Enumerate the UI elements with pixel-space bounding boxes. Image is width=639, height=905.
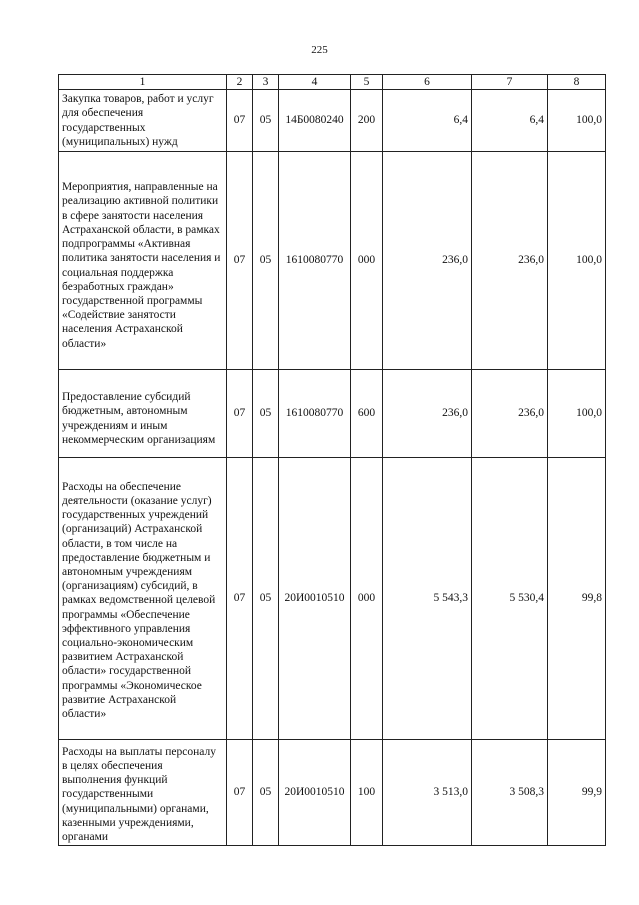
row-name-cell: Закупка товаров, работ и услуг для обеспечения государственных (муниципальных) нужд: [59, 90, 227, 152]
column-header: 7: [472, 75, 548, 90]
column-header: 3: [253, 75, 279, 90]
value-cell: 236,0: [383, 152, 472, 370]
value-cell: 5 543,3: [383, 458, 472, 740]
percent-cell: 100,0: [548, 90, 606, 152]
expense-type-cell: 000: [351, 152, 383, 370]
value-cell: 3 513,0: [383, 740, 472, 846]
column-header: 1: [59, 75, 227, 90]
table-row: [59, 370, 606, 458]
target-code-cell: 14Б0080240: [279, 90, 351, 152]
section-cell: 07: [227, 370, 253, 458]
column-header: 8: [548, 75, 606, 90]
row-name-cell: Расходы на обеспечение деятельности (оказание услуг) государственных учреждений (организаций) Астраханской области, в том числе на предоставление бюджетным и автономным учреждениям (организациям) субсидий, в рамках ведомственной целевой программы «Обеспечение эффективного управления социально-экономическим развитием Астраханской области» государственной программы «Экономическое развитие Астраханской области»: [59, 458, 227, 740]
subsection-cell: 05: [253, 152, 279, 370]
table-row: [59, 740, 606, 846]
header-row: [59, 75, 606, 90]
subsection-cell: 05: [253, 740, 279, 846]
percent-cell: 100,0: [548, 152, 606, 370]
section-cell: 07: [227, 458, 253, 740]
target-code-cell: 1610080770: [279, 370, 351, 458]
expense-type-cell: 200: [351, 90, 383, 152]
section-cell: 07: [227, 740, 253, 846]
row-name-cell: Мероприятия, направленные на реализацию активной политики в сфере занятости населения Астраханской области, в рамках подпрограммы «Активная политика занятости населения и социальная поддержка безработных граждан» государственной программы «Содействие занятости населения Астраханской области»: [59, 152, 227, 370]
column-header: 2: [227, 75, 253, 90]
value-cell: 3 508,3: [472, 740, 548, 846]
section-cell: 07: [227, 90, 253, 152]
subsection-cell: 05: [253, 458, 279, 740]
value-cell: 236,0: [472, 152, 548, 370]
percent-cell: 99,8: [548, 458, 606, 740]
expense-type-cell: 600: [351, 370, 383, 458]
value-cell: 5 530,4: [472, 458, 548, 740]
value-cell: 6,4: [383, 90, 472, 152]
table-row: [59, 152, 606, 370]
subsection-cell: 05: [253, 370, 279, 458]
value-cell: 236,0: [383, 370, 472, 458]
section-cell: 07: [227, 152, 253, 370]
value-cell: 236,0: [472, 370, 548, 458]
column-header: 4: [279, 75, 351, 90]
value-cell: 6,4: [472, 90, 548, 152]
target-code-cell: 20И0010510: [279, 458, 351, 740]
subsection-cell: 05: [253, 90, 279, 152]
column-header: 5: [351, 75, 383, 90]
target-code-cell: 1610080770: [279, 152, 351, 370]
table-row: [59, 458, 606, 740]
target-code-cell: 20И0010510: [279, 740, 351, 846]
row-name-cell: Расходы на выплаты персоналу в целях обеспечения выполнения функций государственными (муниципальными) органами, казенными учреждениями, органами: [59, 740, 227, 846]
expense-type-cell: 000: [351, 458, 383, 740]
budget-table: [58, 74, 606, 846]
expense-type-cell: 100: [351, 740, 383, 846]
table-row: [59, 90, 606, 152]
page-number: 225: [311, 44, 328, 56]
percent-cell: 99,9: [548, 740, 606, 846]
percent-cell: 100,0: [548, 370, 606, 458]
column-header: 6: [383, 75, 472, 90]
row-name-cell: Предоставление субсидий бюджетным, автономным учреждениям и иным некоммерческим организациям: [59, 370, 227, 458]
